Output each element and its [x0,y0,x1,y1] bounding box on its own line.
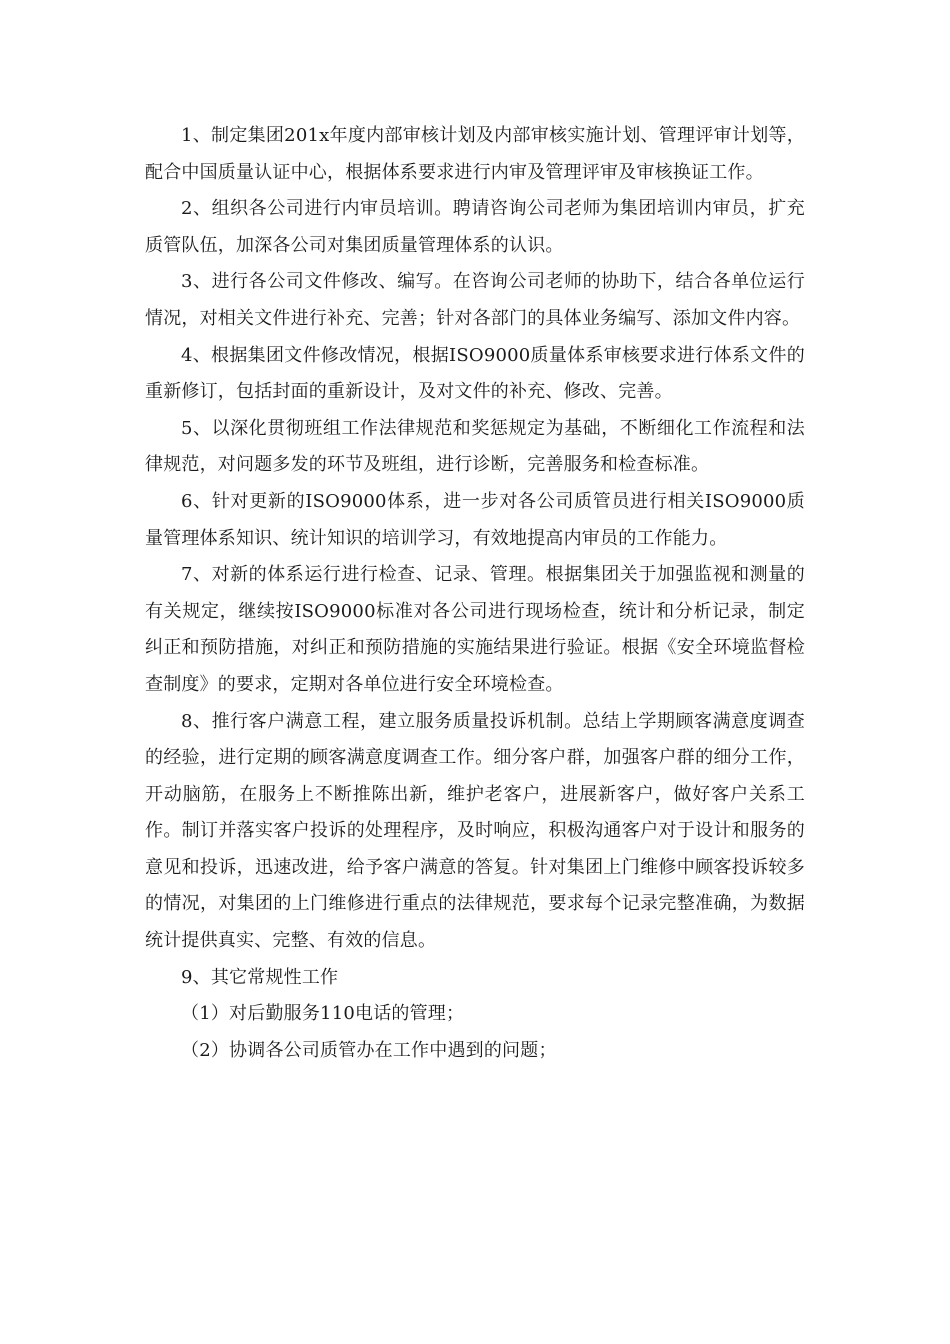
sub-item-2: （2）协调各公司质管办在工作中遇到的问题； [181,1039,557,1061]
paragraph-3: 3、进行各公司文件修改、编写。在咨询公司老师的协助下，结合各单位运行情况，对相关文件进行补充、完善；针对各部门的具体业务编写、添加文件内容。 [145,271,805,329]
paragraph-5: 5、以深化贯彻班组工作法律规范和奖惩规定为基础，不断细化工作流程和法律规范，对问题多发的环节及班组，进行诊断，完善服务和检查标准。 [145,417,805,476]
document-body [145,118,805,1069]
paragraph-6: 6、针对更新的ISO9000体系，进一步对各公司质管员进行相关ISO9000质量管理体系知识、统计知识的培训学习，有效地提高内审员的工作能力。 [145,490,805,549]
paragraph-4: 4、根据集团文件修改情况，根据ISO9000质量体系审核要求进行体系文件的重新修订，包括封面的重新设计，及对文件的补充、修改、完善。 [145,344,805,403]
paragraph-2: 2、组织各公司进行内审员培训。聘请咨询公司老师为集团培训内审员，扩充质管队伍，加深各公司对集团质量管理体系的认识。 [145,198,805,256]
sub-item-1: （1）对后勤服务110电话的管理； [181,1003,465,1025]
paragraph-7: 7、对新的体系运行进行检查、记录、管理。根据集团关于加强监视和测量的有关规定，继续按ISO9000标准对各公司进行现场检查，统计和分析记录，制定纠正和预防措施，对纠正和预防措施的实施结果进行验证。根据《安全环境监督检查制度》的要求，定期对各单位进行安全环境检查。 [145,564,805,695]
paragraph-1: 1、制定集团201x年度内部审核计划及内部审核实施计划、管理评审计划等，配合中国质量认证中心，根据体系要求进行内审及管理评审及审核换证工作。 [145,125,805,183]
paragraph-8: 8、推行客户满意工程，建立服务质量投诉机制。总结上学期顾客满意度调查的经验，进行定期的顾客满意度调查工作。细分客户群，加强客户群的细分工作，开动脑筋，在服务上不断推陈出新，维护老客户，进展新客户，做好客户关系工作。制订并落实客户投诉的处理程序，及时响应，积极沟通客户对于设计和服务的意见和投诉，迅速改进，给予客户满意的答复。针对集团上门维修中顾客投诉较多的情况，对集团的上门维修进行重点的法律规范，要求每个记录完整准确，为数据统计提供真实、完整、有效的信息。 [145,710,805,952]
paragraph-9: 9、其它常规性工作 [181,966,339,988]
